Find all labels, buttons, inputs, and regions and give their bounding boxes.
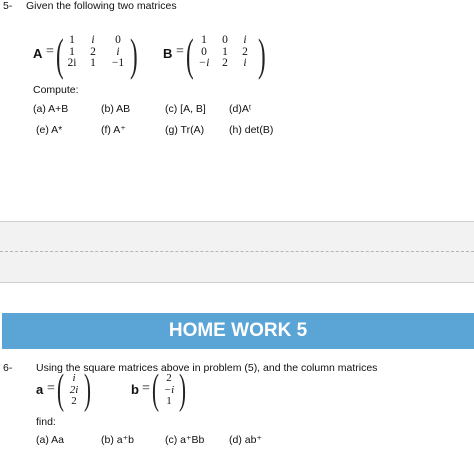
vector-a [36, 367, 106, 413]
matrix-a-cell: 2 [90, 45, 96, 58]
vector-a-right-paren: ) [84, 367, 91, 413]
find-label: find: [36, 416, 56, 428]
matrix-a-equals: = [46, 44, 54, 59]
vector-b-label: b [131, 382, 139, 397]
matrix-b-cell: i [243, 57, 247, 69]
matrix-a-cell: 1 [69, 45, 75, 58]
matrix-b [163, 29, 273, 80]
matrix-b-equals: = [176, 44, 184, 59]
vector-a-entry: i [72, 372, 76, 384]
matrix-b-cell: 0 [222, 34, 228, 46]
matrix-b-left-paren: ( [186, 29, 194, 80]
matrix-b-cell: 2 [222, 57, 228, 69]
page-break-dashed-line [0, 251, 474, 252]
vector-b-right-paren: ) [179, 367, 186, 413]
vector-b-entries [159, 373, 179, 408]
homework-banner-title: HOME WORK 5 [168, 320, 308, 341]
vector-b-entry: −i [163, 383, 175, 396]
vector-b-equals: = [142, 381, 150, 396]
compute-item-f: (f) A⁺ [101, 124, 126, 136]
matrix-b-cell: i [243, 34, 247, 46]
matrix-a-cell: 1 [69, 34, 75, 46]
problem-6-prompt: Using the square matrices above in problem (5), and the column matrices [36, 362, 378, 374]
compute-item-a: (a) A+B [33, 103, 69, 115]
vector-b-left-paren: ( [152, 367, 159, 413]
vector-a-left-paren: ( [57, 367, 64, 413]
vector-a-entry: 2 [71, 395, 77, 407]
vector-b [131, 367, 201, 413]
compute-item-h: (h) det(B) [229, 124, 274, 136]
matrix-b-cell: 1 [201, 34, 207, 46]
page-break-band [0, 221, 474, 283]
vector-b-entry: 1 [166, 395, 172, 407]
matrix-a-cell: −1 [111, 57, 125, 69]
matrix-a-label: A [33, 46, 43, 61]
vector-b-entry: 2 [166, 372, 172, 384]
homework-banner [2, 313, 474, 349]
compute-item-g: (g) Tr(A) [165, 124, 205, 136]
matrix-a-left-paren: ( [56, 29, 64, 80]
vector-a-label: a [36, 382, 44, 397]
matrix-b-entries [193, 35, 255, 70]
vector-a-entries [64, 373, 84, 408]
matrix-a [33, 29, 143, 80]
compute-item-b: (b) AB [101, 103, 131, 115]
problem-5-number: 5- [3, 0, 13, 12]
find-item-d: (d) ab⁺ [229, 434, 262, 446]
matrix-a-cell: i [91, 34, 95, 46]
matrix-a-right-paren: ) [130, 29, 138, 80]
compute-item-e: (e) A* [36, 124, 63, 136]
matrix-b-cell: −i [198, 57, 210, 69]
problem-5-prompt: Given the following two matrices [26, 0, 177, 12]
matrix-a-cell: 1 [90, 57, 96, 69]
compute-item-d: (d)Aᵗ [229, 103, 252, 115]
compute-label: Compute: [33, 84, 79, 96]
matrix-b-label: B [163, 46, 173, 61]
matrix-b-cell: 1 [222, 45, 228, 58]
vector-a-equals: = [47, 381, 55, 396]
find-item-a: (a) Aa [36, 434, 65, 446]
matrix-a-cell: 0 [115, 34, 121, 46]
matrix-b-cell: 2 [242, 45, 248, 58]
find-item-c: (c) a⁺Bb [165, 434, 205, 446]
matrix-b-cell: 0 [201, 45, 207, 58]
matrix-a-cell: 2i [67, 57, 77, 69]
find-item-b: (b) a⁺b [101, 434, 134, 446]
matrix-a-cell: i [116, 45, 120, 58]
matrix-b-right-paren: ) [258, 29, 266, 80]
problem-6-number: 6- [3, 362, 13, 374]
compute-item-c: (c) [A, B] [165, 103, 206, 115]
matrix-a-entries [63, 35, 131, 70]
vector-a-entry: 2i [69, 383, 79, 396]
